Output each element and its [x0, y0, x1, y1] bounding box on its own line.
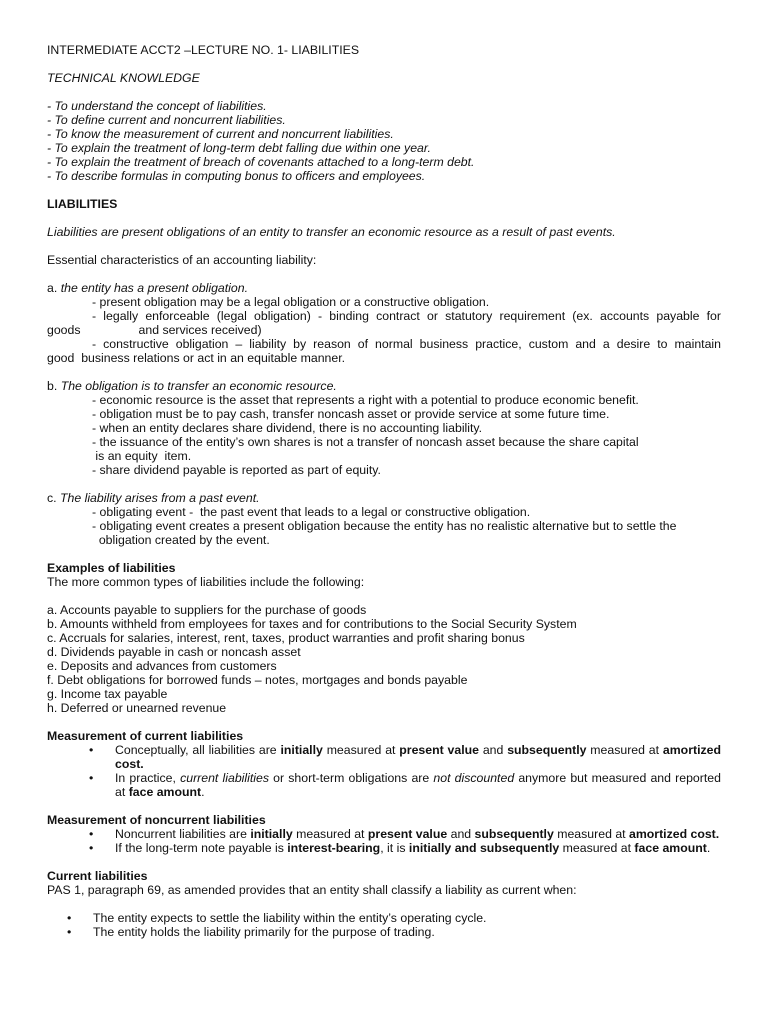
- example-item: g. Income tax payable: [47, 687, 168, 701]
- example-item: f. Debt obligations for borrowed funds – notes, mortgages and bonds payable: [47, 673, 468, 687]
- characteristic-b-prefix: b.: [47, 379, 61, 393]
- text-run: The entity holds the liability primarily for the purpose of trading.: [93, 925, 435, 939]
- bullet-icon: •: [67, 925, 72, 939]
- bold-run: initially: [250, 827, 293, 841]
- bullet-icon: •: [89, 771, 94, 785]
- current-liabilities-list: [47, 911, 721, 939]
- example-item: b. Amounts withheld from employees for taxes and for contributions to the Social Security System: [47, 617, 577, 631]
- current-liabilities-heading: Current liabilities: [47, 869, 148, 883]
- text-run: measured at: [322, 743, 400, 757]
- objective-item: - To explain the treatment of breach of covenants attached to a long-term debt.: [47, 155, 475, 169]
- text-run: If the long-term note payable is: [115, 841, 288, 855]
- text-run: .: [201, 785, 205, 799]
- bullet-icon: •: [89, 827, 94, 841]
- document-title: INTERMEDIATE ACCT2 –LECTURE NO. 1- LIABILITIES: [47, 43, 360, 57]
- characteristic-a-prefix: a.: [47, 281, 61, 295]
- bullet-icon: •: [89, 743, 94, 757]
- objective-item: - To define current and noncurrent liabilities.: [47, 113, 286, 127]
- example-item: c. Accruals for salaries, interest, rent, taxes, product warranties and profit sharing bonus: [47, 631, 525, 645]
- characteristic-c-text: The liability arises from a past event.: [59, 491, 260, 505]
- bold-run: amortized cost.: [629, 827, 720, 841]
- goods-continued: and services received): [138, 323, 262, 337]
- characteristic-c-point: - obligating event creates a present obligation because the entity has no realistic alternative but to settle the: [92, 519, 677, 533]
- bold-run: subsequently: [474, 827, 554, 841]
- current-measurement-heading: Measurement of current liabilities: [47, 729, 244, 743]
- text-run: In practice,: [115, 771, 181, 785]
- bold-run: present value: [399, 743, 479, 757]
- characteristic-b-point: - obligation must be to pay cash, transfer noncash asset or provide service at some future time.: [92, 407, 610, 421]
- current-liabilities-intro: PAS 1, paragraph 69, as amended provides that an entity shall classify a liability as current when:: [47, 883, 577, 897]
- characteristic-b-text: The obligation is to transfer an economic resource.: [60, 379, 337, 393]
- examples-list: [47, 603, 721, 715]
- characteristic-b-point: - the issuance of the entity’s own shares is not a transfer of noncash asset because the share capital: [92, 435, 639, 449]
- characteristic-b-point: is an equity item.: [92, 449, 192, 463]
- characteristic-a-point-cont: good business relations or act in an equitable manner.: [47, 351, 346, 365]
- objective-item: - To explain the treatment of long-term debt falling due within one year.: [47, 141, 431, 155]
- characteristic-a-point-cont: [47, 323, 721, 337]
- bold-run: subsequently: [507, 743, 587, 757]
- text-run: and: [479, 743, 508, 757]
- characteristic-b-point: - share dividend payable is reported as part of equity.: [92, 463, 381, 477]
- noncurrent-measurement-list: [47, 827, 721, 855]
- example-item: e. Deposits and advances from customers: [47, 659, 277, 673]
- text-run: Conceptually, all liabilities are: [115, 743, 281, 757]
- noncurrent-measurement-bullet: [47, 827, 721, 841]
- characteristic-c-point: - obligating event - the past event that leads to a legal or constructive obligation.: [92, 505, 531, 519]
- text-run: measured at: [586, 743, 663, 757]
- liabilities-definition: Liabilities are present obligations of an entity to transfer an economic resource as a result of past events.: [47, 225, 616, 239]
- text-run: .: [706, 841, 711, 855]
- text-run: measured at: [292, 827, 368, 841]
- characteristic-b-point: - economic resource is the asset that represents a right with a potential to produce economic benefit.: [92, 393, 639, 407]
- characteristic-a-text: the entity has a present obligation.: [60, 281, 248, 295]
- characteristic-c-title: [47, 491, 721, 505]
- bold-run: initially: [280, 743, 323, 757]
- text-run: measured at: [553, 827, 629, 841]
- objective-item: - To understand the concept of liabilities.: [47, 99, 267, 113]
- text-run: anymore but measured and reported at: [115, 771, 721, 799]
- objectives-list: [47, 99, 721, 183]
- bold-run: face amount: [128, 785, 202, 799]
- objective-item: - To know the measurement of current and noncurrent liabilities.: [47, 127, 394, 141]
- characteristic-a-point: - constructive obligation – liability by reason of normal business practice, custom and a desire to maintain: [92, 337, 721, 351]
- goods-word: goods: [47, 323, 81, 337]
- bullet-icon: •: [89, 841, 94, 855]
- example-item: a. Accounts payable to suppliers for the purchase of goods: [47, 603, 367, 617]
- characteristic-c-point: obligation created by the event.: [92, 533, 270, 547]
- technical-knowledge-heading: TECHNICAL KNOWLEDGE: [47, 71, 200, 85]
- characteristic-b-point: - when an entity declares share dividend, there is no accounting liability.: [92, 421, 483, 435]
- current-liabilities-bullet: [47, 911, 721, 925]
- characteristic-a-point: - legally enforceable (legal obligation) - binding contract or statutory requirement (ex. accounts payable for: [92, 309, 721, 323]
- text-run: and: [447, 827, 475, 841]
- text-run: Noncurrent liabilities are: [115, 827, 251, 841]
- objective-item: - To describe formulas in computing bonus to officers and employees.: [47, 169, 426, 183]
- liabilities-heading: LIABILITIES: [47, 197, 118, 211]
- example-item: h. Deferred or unearned revenue: [47, 701, 227, 715]
- bullet-icon: •: [67, 911, 72, 925]
- characteristic-b-title: [47, 379, 721, 393]
- current-liabilities-bullet: [47, 925, 721, 939]
- italic-run: not discounted: [433, 771, 515, 785]
- text-run: The entity expects to settle the liability within the entity’s operating cycle.: [93, 911, 487, 925]
- document-page: [47, 43, 721, 939]
- bold-run: present value: [367, 827, 448, 841]
- examples-intro: The more common types of liabilities include the following:: [47, 575, 365, 589]
- current-measurement-list: [47, 743, 721, 799]
- noncurrent-measurement-bullet: [47, 841, 721, 855]
- example-item: d. Dividends payable in cash or noncash asset: [47, 645, 301, 659]
- text-run: , it is: [380, 841, 409, 855]
- current-measurement-bullet: [47, 743, 721, 771]
- characteristic-a-title: [47, 281, 721, 295]
- text-run: measured at: [559, 841, 635, 855]
- noncurrent-measurement-heading: Measurement of noncurrent liabilities: [47, 813, 266, 827]
- bold-run: amortized cost.: [115, 743, 721, 771]
- characteristics-intro: Essential characteristics of an accounting liability:: [47, 253, 317, 267]
- bold-run: interest-bearing: [287, 841, 381, 855]
- bold-run: initially and subsequently: [408, 841, 560, 855]
- bold-run: face amount: [634, 841, 707, 855]
- italic-run: current liabilities: [180, 771, 269, 785]
- examples-heading: Examples of liabilities: [47, 561, 176, 575]
- text-run: or short-term obligations are: [269, 771, 434, 785]
- current-measurement-bullet: [47, 771, 721, 799]
- characteristic-a-point: - present obligation may be a legal obligation or a constructive obligation.: [92, 295, 490, 309]
- characteristic-c-prefix: c.: [47, 491, 60, 505]
